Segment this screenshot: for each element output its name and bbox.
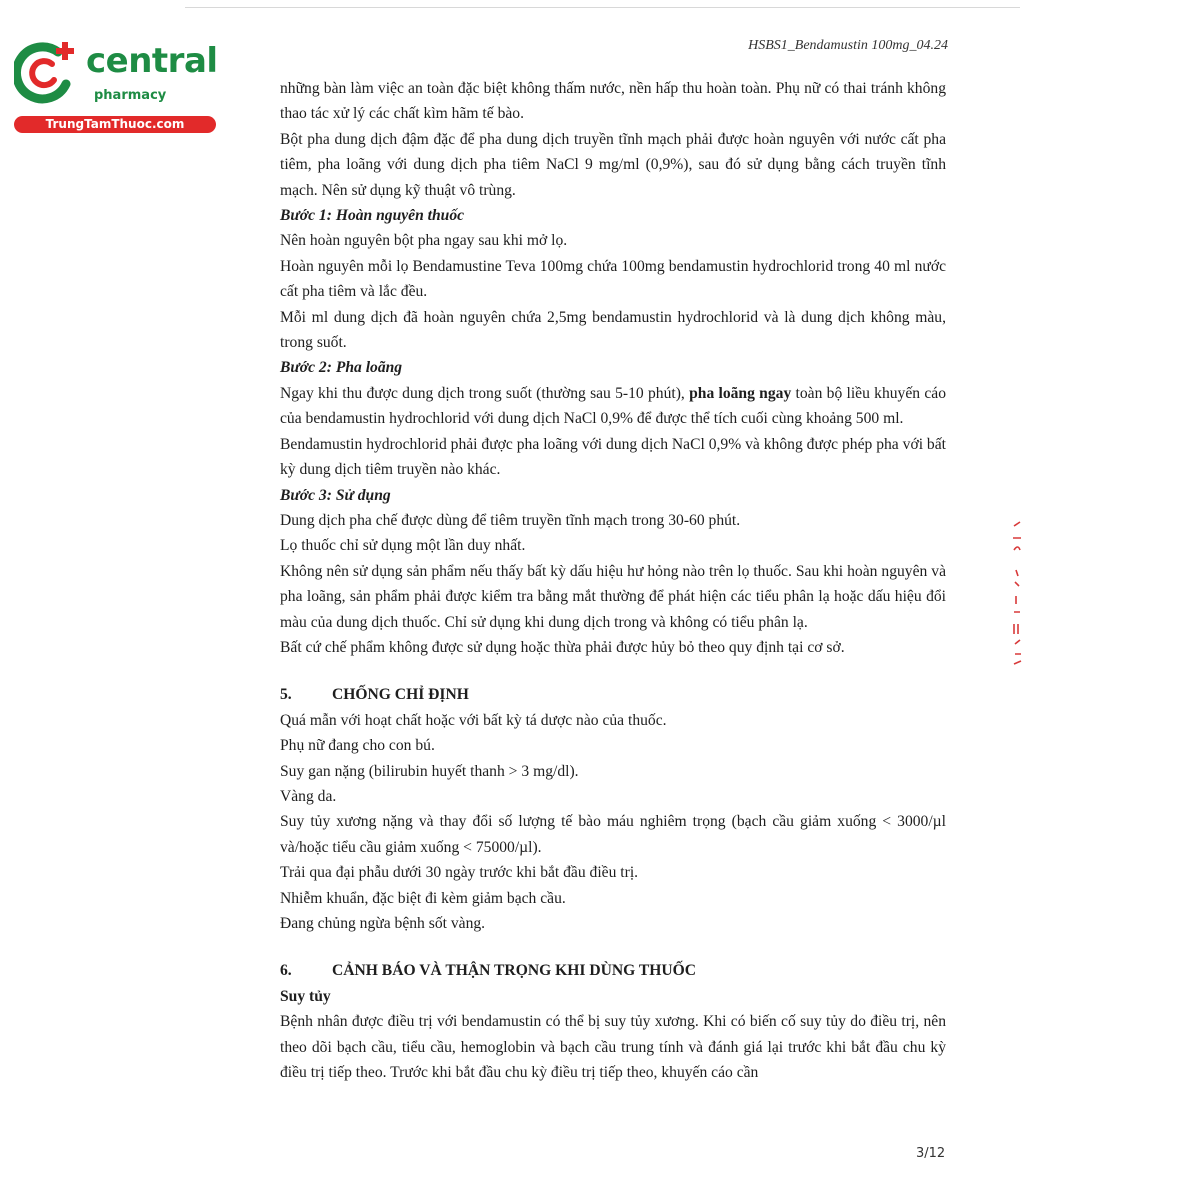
paragraph: Nên hoàn nguyên bột pha ngay sau khi mở lọ. [280, 232, 568, 250]
paragraph: Không nên sử dụng sản phẩm nếu thấy bất kỳ dấu hiệu hư hỏng nào trên lọ thuốc. Sau khi hoàn nguyên và pha loãng, sản phẩm phải được kiểm tra bằng mắt thường để phát hiện các tiểu phân lạ hoặc dấu hiệu đổi màu của dung dịch thuốc. Chỉ sử dụng khi dung dịch trong và không có tiểu phân lạ. [280, 562, 946, 631]
logo-url: TrungTamThuoc.com [14, 116, 216, 133]
paragraph: Dung dịch pha chế được dùng để tiêm truyền tĩnh mạch trong 30-60 phút. [280, 511, 741, 529]
list-item: Nhiễm khuẩn, đặc biệt đi kèm giảm bạch cầu. [280, 889, 566, 907]
section-number: 5. [280, 686, 292, 704]
paragraph [280, 381, 946, 432]
section-number: 6. [280, 962, 292, 980]
paragraph: Bendamustin hydrochlorid phải được pha loãng với dung dịch NaCl 0,9% và không được phép pha với bất kỳ dung dịch tiêm truyền nào khác. [280, 435, 946, 479]
paragraph: Lọ thuốc chỉ sử dụng một lần duy nhất. [280, 537, 526, 555]
list-item: Đang chủng ngừa bệnh sốt vàng. [280, 915, 486, 932]
logo-brand: central [86, 41, 218, 81]
text-run: Ngay khi thu được dung dịch trong suốt (thường sau 5-10 phút), [280, 384, 690, 402]
document-body [280, 76, 946, 1085]
paragraph: Bột pha dung dịch đậm đặc để pha dung dịch truyền tĩnh mạch phải được hoàn nguyên với nước cất pha tiêm, pha loãng với dung dịch pha tiêm NaCl 9 mg/ml (0,9%), sau đó sử dụng bằng cách truyền tĩnh mạch. Nên sử dụng kỹ thuật vô trùng. [280, 130, 946, 199]
list-item: Suy tủy xương nặng và thay đổi số lượng tế bào máu nghiêm trọng (bạch cầu giảm xuống < 3000/µl và/hoặc tiểu cầu giảm xuống < 75000/µl). [280, 813, 946, 856]
list-item: Trải qua đại phẫu dưới 30 ngày trước khi bắt đầu điều trị. [280, 864, 639, 882]
paragraph: Bất cứ chế phẩm không được sử dụng hoặc thừa phải được hủy bỏ theo quy định tại cơ sở. [280, 638, 845, 656]
step-heading: Bước 2: Pha loãng [280, 359, 403, 377]
logo-subtitle: pharmacy [94, 88, 167, 103]
paragraph: Mỗi ml dung dịch đã hoàn nguyên chứa 2,5mg bendamustin hydrochlorid và là dung dịch không màu, trong suốt. [280, 308, 946, 352]
central-pharmacy-logo [8, 36, 218, 136]
paragraph: những bàn làm việc an toàn đặc biệt không thấm nước, nền hấp thu hoàn toàn. Phụ nữ có thai tránh không thao tác xử lý các chất kìm hãm tế bào. [280, 80, 946, 123]
list-item: Phụ nữ đang cho con bú. [280, 737, 435, 755]
list-item: Quá mẫn với hoạt chất hoặc với bất kỳ tá dược nào của thuốc. [280, 711, 667, 729]
text-run: toàn bộ liều khuyến cáo của bendamustin hydrochlorid với dung dịch NaCl 0,9% để được thể tích cuối cùng khoảng 500 ml. [280, 384, 946, 428]
step-heading: Bước 1: Hoàn nguyên thuốc [280, 207, 465, 225]
top-rule [185, 7, 1020, 8]
step-heading: Bước 3: Sử dụng [280, 486, 391, 504]
subsection-title: Suy tủy [280, 987, 331, 1005]
section-heading [280, 682, 946, 707]
document-reference: HSBS1_Bendamustin 100mg_04.24 [748, 38, 948, 53]
red-stamp-mark [1010, 520, 1024, 670]
page-number: 3/12 [916, 1146, 946, 1161]
section-title: CHỐNG CHỈ ĐỊNH [332, 686, 469, 704]
list-item: Vàng da. [280, 787, 337, 805]
list-item: Suy gan nặng (bilirubin huyết thanh > 3 mg/dl). [280, 762, 579, 780]
emphasis-text: pha loãng ngay [689, 384, 792, 402]
paragraph: Bệnh nhân được điều trị với bendamustin có thể bị suy tủy xương. Khi có biến cố suy tủy do điều trị, nên theo dõi bạch cầu, tiểu cầu, hemoglobin và bạch cầu trung tính và đánh giá lại trước khi bắt đầu chu kỳ điều trị tiếp theo. Trước khi bắt đầu chu kỳ điều trị tiếp theo, khuyến cáo cần [280, 1013, 946, 1082]
pharmacy-logo-icon [14, 38, 82, 110]
section-title: CẢNH BÁO VÀ THẬN TRỌNG KHI DÙNG THUỐC [332, 962, 697, 980]
section-heading [280, 958, 946, 983]
paragraph: Hoàn nguyên mỗi lọ Bendamustine Teva 100mg chứa 100mg bendamustin hydrochlorid trong 40 ml nước cất pha tiêm và lắc đều. [280, 257, 946, 301]
